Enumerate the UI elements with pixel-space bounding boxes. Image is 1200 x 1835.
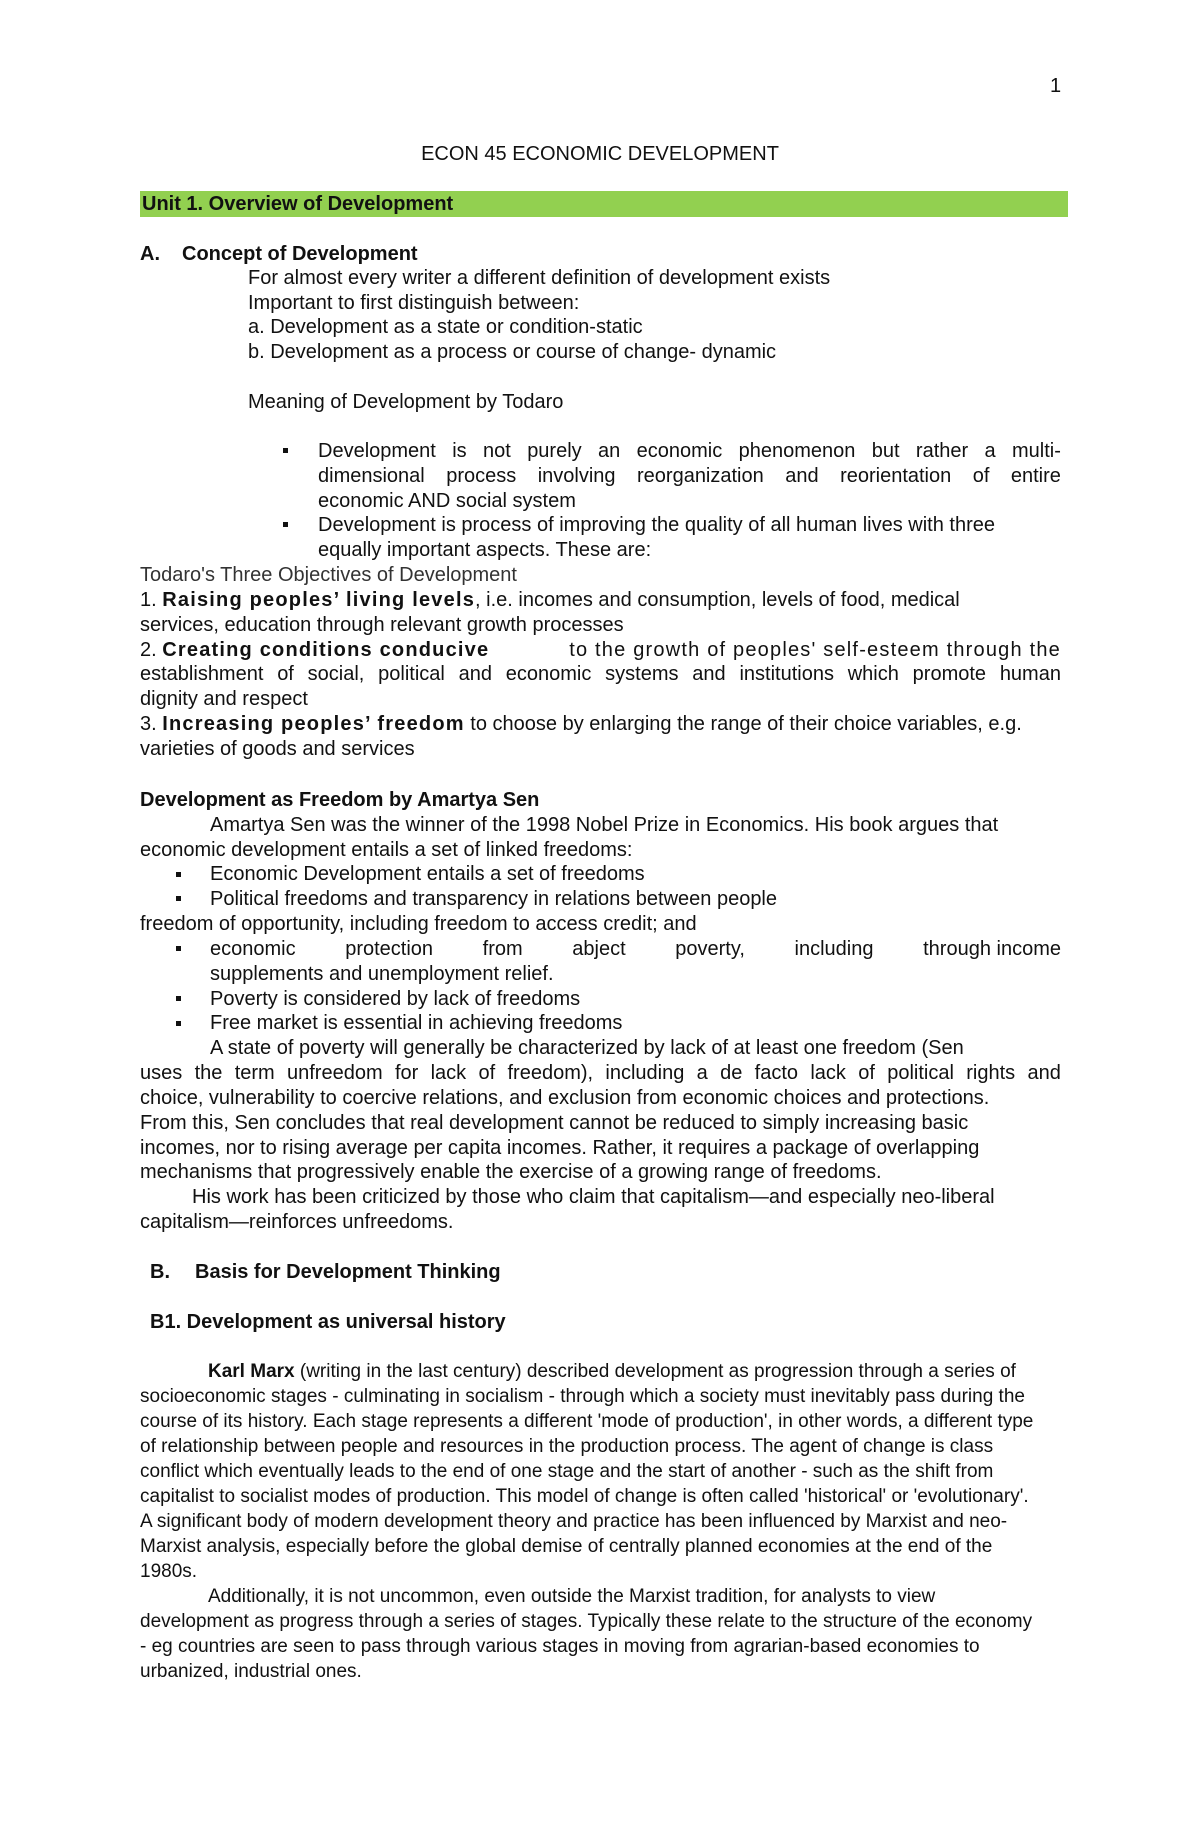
word: de — [720, 1062, 743, 1084]
word: abject — [572, 938, 626, 960]
sen-heading: Development as Freedom by Amartya Sen — [140, 789, 540, 811]
todaro-bullet-2-line: equally important aspects. These are: — [318, 539, 652, 561]
word: term — [234, 1062, 275, 1084]
objective-2-num: 2. — [140, 639, 157, 661]
word: political — [378, 663, 445, 685]
additional-line: - eg countries are seen to pass through various stages in moving from agrarian-based economies to — [140, 1636, 980, 1657]
bullet-icon — [176, 1021, 181, 1026]
word: lack — [810, 1062, 846, 1084]
word: promote — [912, 663, 987, 685]
objective-2-line: dignity and respect — [140, 688, 308, 710]
sen-bullet-3-line — [210, 937, 1061, 961]
word: economic — [636, 440, 723, 462]
sen-paragraph-line: incomes, nor to rising average per capita incomes. Rather, it requires a package of overlapping — [140, 1137, 980, 1159]
marx-line: 1980s. — [140, 1561, 198, 1582]
sen-critique-line: His work has been criticized by those who claim that capitalism—and especially neo-liberal — [192, 1186, 995, 1208]
bullet-icon — [176, 996, 181, 1001]
b1-heading: B1. Development as universal history — [150, 1311, 506, 1333]
section-a-intro-line: b. Development as a process or course of change- dynamic — [248, 341, 777, 363]
word: Development — [318, 440, 436, 462]
word: economic — [505, 663, 592, 685]
objective-2-line — [140, 638, 1061, 662]
bullet-icon — [176, 946, 181, 951]
word: establishment — [140, 663, 264, 685]
objective-1-line — [140, 588, 1061, 612]
word: lack — [430, 1062, 467, 1084]
word: and — [785, 465, 819, 487]
sen-intro-line: economic development entails a set of linked freedoms: — [140, 839, 633, 861]
sen-critique-line: capitalism—reinforces unfreedoms. — [140, 1211, 454, 1233]
word: through income — [923, 938, 1061, 960]
additional-line: Additionally, it is not uncommon, even outside the Marxist tradition, for analysts to view — [208, 1586, 936, 1607]
objective-3-line: varieties of goods and services — [140, 738, 415, 760]
todaro-meaning: Meaning of Development by Todaro — [248, 391, 564, 413]
sen-intro-line: Amartya Sen was the winner of the 1998 Nobel Prize in Economics. His book argues that — [210, 814, 999, 836]
todaro-bullet-1-line: economic AND social system — [318, 490, 576, 512]
todaro-bullet-1-line — [318, 464, 1061, 488]
word: involving — [537, 465, 616, 487]
section-a-letter: A. — [140, 243, 160, 265]
word: a — [984, 440, 996, 462]
sen-freedom-line: freedom of opportunity, including freedom to access credit; and — [140, 913, 697, 935]
word: an — [598, 440, 621, 462]
section-a-intro-line: Important to first distinguish between: — [248, 292, 580, 314]
sen-bullet: Economic Development entails a set of freedoms — [210, 863, 645, 885]
marx-line: conflict which eventually leads to the end of one stage and the start of another - such as the shift from — [140, 1461, 994, 1482]
section-b-heading: Basis for Development Thinking — [195, 1261, 501, 1283]
word: and — [692, 663, 726, 685]
bullet-icon — [283, 522, 288, 527]
objective-3-text: to choose by enlarging the range of their choice variables, e.g. — [464, 713, 1022, 735]
word: facto — [754, 1062, 799, 1084]
sen-bullet-3-line: supplements and unemployment relief. — [210, 963, 554, 985]
marx-line: course of its history. Each stage represents a different 'mode of production', in other words, a different type — [140, 1411, 1034, 1432]
word: protection — [345, 938, 434, 960]
word: is — [452, 440, 467, 462]
word: including — [605, 1062, 685, 1084]
sen-paragraph-line: choice, vulnerability to coercive relations, and exclusion from economic choices and protections. — [140, 1087, 990, 1109]
word: economic — [210, 938, 296, 960]
word: including — [794, 938, 874, 960]
word: but — [871, 440, 900, 462]
bullet-icon — [176, 896, 181, 901]
objective-3-num: 3. — [140, 713, 157, 735]
todaro-bullet-2-line: Development is process of improving the quality of all human lives with three — [318, 514, 995, 536]
todaro-bullet-1-line — [318, 439, 1061, 463]
word: social, — [307, 663, 365, 685]
objective-1-text: , i.e. incomes and consumption, levels of food, medical — [475, 589, 960, 611]
marx-line — [208, 1360, 1016, 1384]
objective-1-line: services, education through relevant growth processes — [140, 614, 624, 636]
word: of — [858, 1062, 875, 1084]
word: which — [847, 663, 899, 685]
objective-2-title: Creating conditions conducive — [162, 639, 490, 661]
word: uses — [140, 1062, 183, 1084]
section-a-heading: Concept of Development — [182, 243, 418, 265]
word: from — [482, 938, 523, 960]
objective-3-line — [140, 712, 1022, 736]
word: process — [446, 465, 517, 487]
bullet-icon — [176, 872, 181, 877]
marx-line: capitalist to socialist modes of production. This model of change is often called 'historical' or 'evolutionary'. — [140, 1486, 1029, 1507]
word: freedom), — [507, 1062, 594, 1084]
marx-line: A significant body of modern development theory and practice has been influenced by Marxist and neo- — [140, 1511, 1008, 1532]
word: reorientation — [840, 465, 952, 487]
bullet-icon — [283, 448, 288, 453]
word: of — [277, 663, 294, 685]
marx-line: Marxist analysis, especially before the global demise of centrally planned economies at the end of the — [140, 1536, 993, 1557]
word: systems — [605, 663, 679, 685]
word: entire — [1010, 465, 1061, 487]
sen-bullet: Political freedoms and transparency in relations between people — [210, 888, 778, 910]
word: and — [458, 663, 492, 685]
sen-bullet: Poverty is considered by lack of freedoms — [210, 988, 581, 1010]
unit-heading: Unit 1. Overview of Development — [142, 193, 454, 215]
objectives-title: Todaro's Three Objectives of Development — [140, 564, 517, 586]
word: political — [887, 1062, 954, 1084]
section-a-intro-line: a. Development as a state or condition-static — [248, 316, 643, 338]
objective-2-text: to the growth of peoples' self-esteem through the — [569, 639, 1061, 661]
word: rather — [915, 440, 969, 462]
additional-line: urbanized, industrial ones. — [140, 1661, 362, 1682]
sen-paragraph-line: From this, Sen concludes that real development cannot be reduced to simply increasing basic — [140, 1112, 969, 1134]
objective-1-title: Raising peoples’ living levels — [162, 589, 476, 611]
word: institutions — [739, 663, 834, 685]
objective-3-title: Increasing peoples’ freedom — [162, 713, 465, 735]
objective-1-num: 1. — [140, 589, 157, 611]
word: dimensional — [318, 465, 425, 487]
marx-name: Karl Marx — [208, 1361, 295, 1382]
word: not — [483, 440, 511, 462]
page-number: 1 — [1050, 75, 1062, 97]
word: human — [999, 663, 1061, 685]
word: and — [1027, 1062, 1061, 1084]
word: poverty, — [675, 938, 745, 960]
word: of — [972, 465, 990, 487]
word: the — [194, 1062, 223, 1084]
sen-paragraph-line: A state of poverty will generally be characterized by lack of at least one freedom (Sen — [210, 1037, 964, 1059]
marx-text: (writing in the last century) described development as progression through a series of — [294, 1361, 1016, 1382]
sen-paragraph-line: mechanisms that progressively enable the exercise of a growing range of freedoms. — [140, 1161, 882, 1183]
word: unfreedom — [287, 1062, 383, 1084]
marx-line: socioeconomic stages - culminating in socialism - through which a society must inevitably pass during the — [140, 1386, 1025, 1407]
section-a-intro-line: For almost every writer a different definition of development exists — [248, 267, 831, 289]
word: for — [394, 1062, 419, 1084]
sen-paragraph-line — [140, 1061, 1061, 1085]
word: multi- — [1012, 440, 1061, 462]
document-title: ECON 45 ECONOMIC DEVELOPMENT — [421, 143, 779, 165]
additional-line: development as progress through a series of stages. Typically these relate to the structure of the economy — [140, 1611, 1033, 1632]
word: purely — [527, 440, 582, 462]
section-b-letter: B. — [150, 1261, 170, 1283]
sen-bullet: Free market is essential in achieving freedoms — [210, 1012, 623, 1034]
word: a — [696, 1062, 708, 1084]
objective-2-line — [140, 662, 1061, 686]
marx-line: of relationship between people and resources in the production process. The agent of change is class — [140, 1436, 994, 1457]
word: rights — [966, 1062, 1016, 1084]
word: reorganization — [637, 465, 764, 487]
word: of — [478, 1062, 496, 1084]
word: phenomenon — [738, 440, 856, 462]
